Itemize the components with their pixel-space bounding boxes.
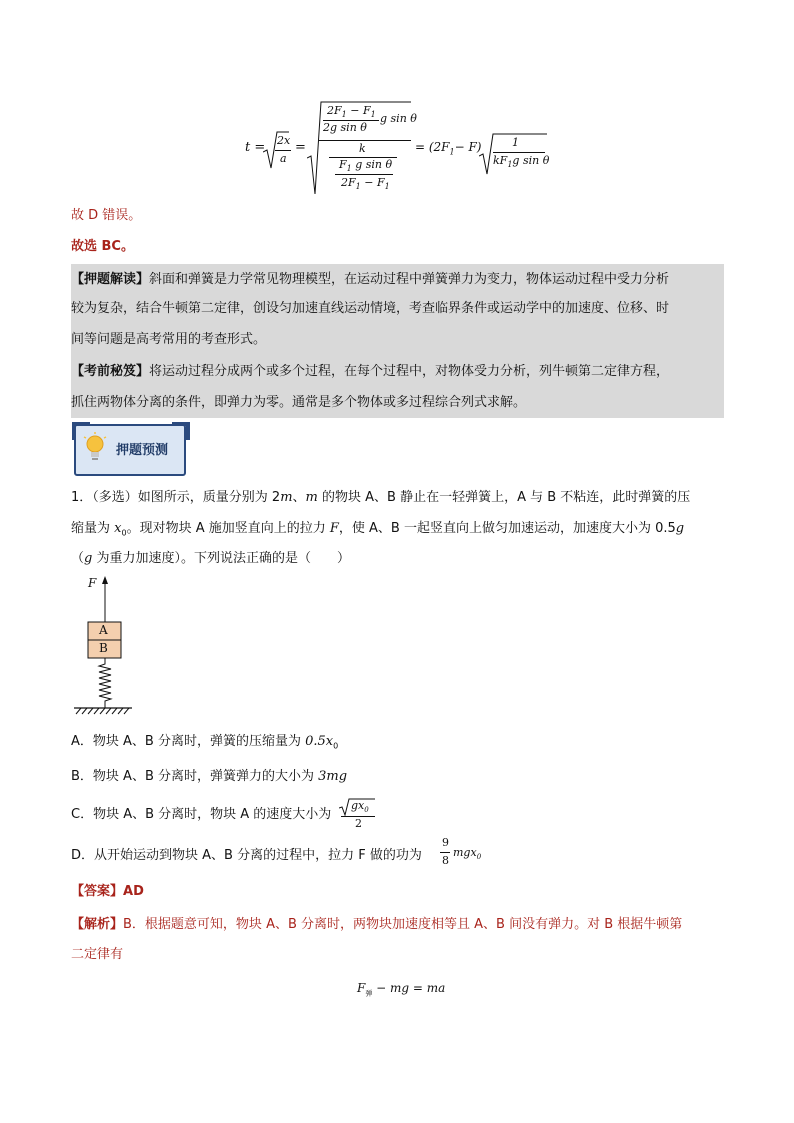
block-a-label: A <box>99 623 108 637</box>
d-wrong-line: 故 D 错误。 <box>71 208 142 223</box>
force-label: F <box>88 576 97 590</box>
sqrt-num: 2x <box>277 134 291 147</box>
rhs-prefix: = (2F <box>415 140 450 154</box>
inner-k: k <box>359 142 366 155</box>
option-c: C．物块 A、B 分离时，物块 A 的速度大小为 $gx_0$ 2 <box>71 796 471 834</box>
spring-figure <box>70 574 140 720</box>
analysis-line-2: 二定律有 <box>71 947 124 962</box>
block-b-label: B <box>99 641 108 655</box>
answer-line: 【答案】AD <box>71 884 144 899</box>
option-d: D．从开始运动到物块 A、B 分离的过程中，拉力 F 做的功为 9 8 mgx$_0$ <box>71 836 482 867</box>
inner-num-top: 2F <box>327 104 342 117</box>
option-a: A．物块 A、B 分离时，弹簧的压缩量为 $0.5x_0$ <box>71 734 339 751</box>
section-banner <box>74 424 186 476</box>
rhs-den: kF <box>493 154 508 167</box>
rhs-one: 1 <box>512 136 519 149</box>
question-line-1: 1．（多选）如图所示，质量分别为 2m、m 的物块 A、B 静止在一轻弹簧上，A 与 B 不粘连，此时弹簧的压 <box>71 490 691 505</box>
formula-t: t = 2x a = $2F_1 - F_1$ 2g sin θ g sin θ k $F_1$ g sin θ $2F_1 - F_1$ = $(2F_1- F)$ 1 $kF_1g$ sin θ <box>245 100 555 196</box>
question-line-3: （g 为重力加速度）。下列说法正确的是（ ） <box>71 551 350 566</box>
choose-line: 故选 BC。 <box>71 239 134 254</box>
tips-tag: 【考前秘笈】 <box>71 364 150 379</box>
arrow-up-icon <box>102 576 108 584</box>
interp-line-3: 间等问题是高考常用的考查形式。 <box>71 332 267 347</box>
formula-lhs: t = <box>245 140 266 155</box>
interp-tag: 【押题解读】 <box>71 272 150 287</box>
formula-eq: = <box>295 140 306 155</box>
tips-line-2: 抓住两物体分离的条件，即弹力为零。通常是多个物体或多过程综合列式求解。 <box>71 395 527 410</box>
interp-line-1: 【押题解读】斜面和弹簧是力学常见物理模型，在运动过程中弹簧弹力为变力，物体运动过程中受力分析 <box>71 272 670 287</box>
analysis-equation: $F_弹$ − mg = ma <box>357 981 446 998</box>
den2: 2F <box>341 176 356 189</box>
question-line-2: 缩量为 $x_0$。现对物块 A 施加竖直向上的拉力 F，使 A、B 一起竖直向上做匀加速运动，加速度大小为 0.5g <box>71 521 685 538</box>
option-b: B．物块 A、B 分离时，弹簧弹力的大小为 3mg <box>71 769 348 784</box>
analysis-line-1: 【解析】B．根据题意可知，物块 A、B 分离时，两物块加速度相等且 A、B 间没有弹力。对 B 根据牛顿第 <box>71 917 683 932</box>
inner-g-sin: g sin θ <box>380 112 417 125</box>
sqrt-den: a <box>280 152 287 165</box>
lightbulb-icon <box>82 432 108 464</box>
tips-line-1: 【考前秘笈】将运动过程分成两个或多个过程，在每个过程中，对物体受力分析，列牛顿第二定律方程， <box>71 364 670 379</box>
interp-line-2: 较为复杂，结合牛顿第二定律，创设匀加速直线运动情境，考查临界条件或运动学中的加速度、位移、时 <box>71 301 670 316</box>
banner-title: 押题预测 <box>116 443 169 458</box>
inner-num-bot: 2g sin θ <box>323 121 367 134</box>
inner-f1: F <box>339 158 347 171</box>
